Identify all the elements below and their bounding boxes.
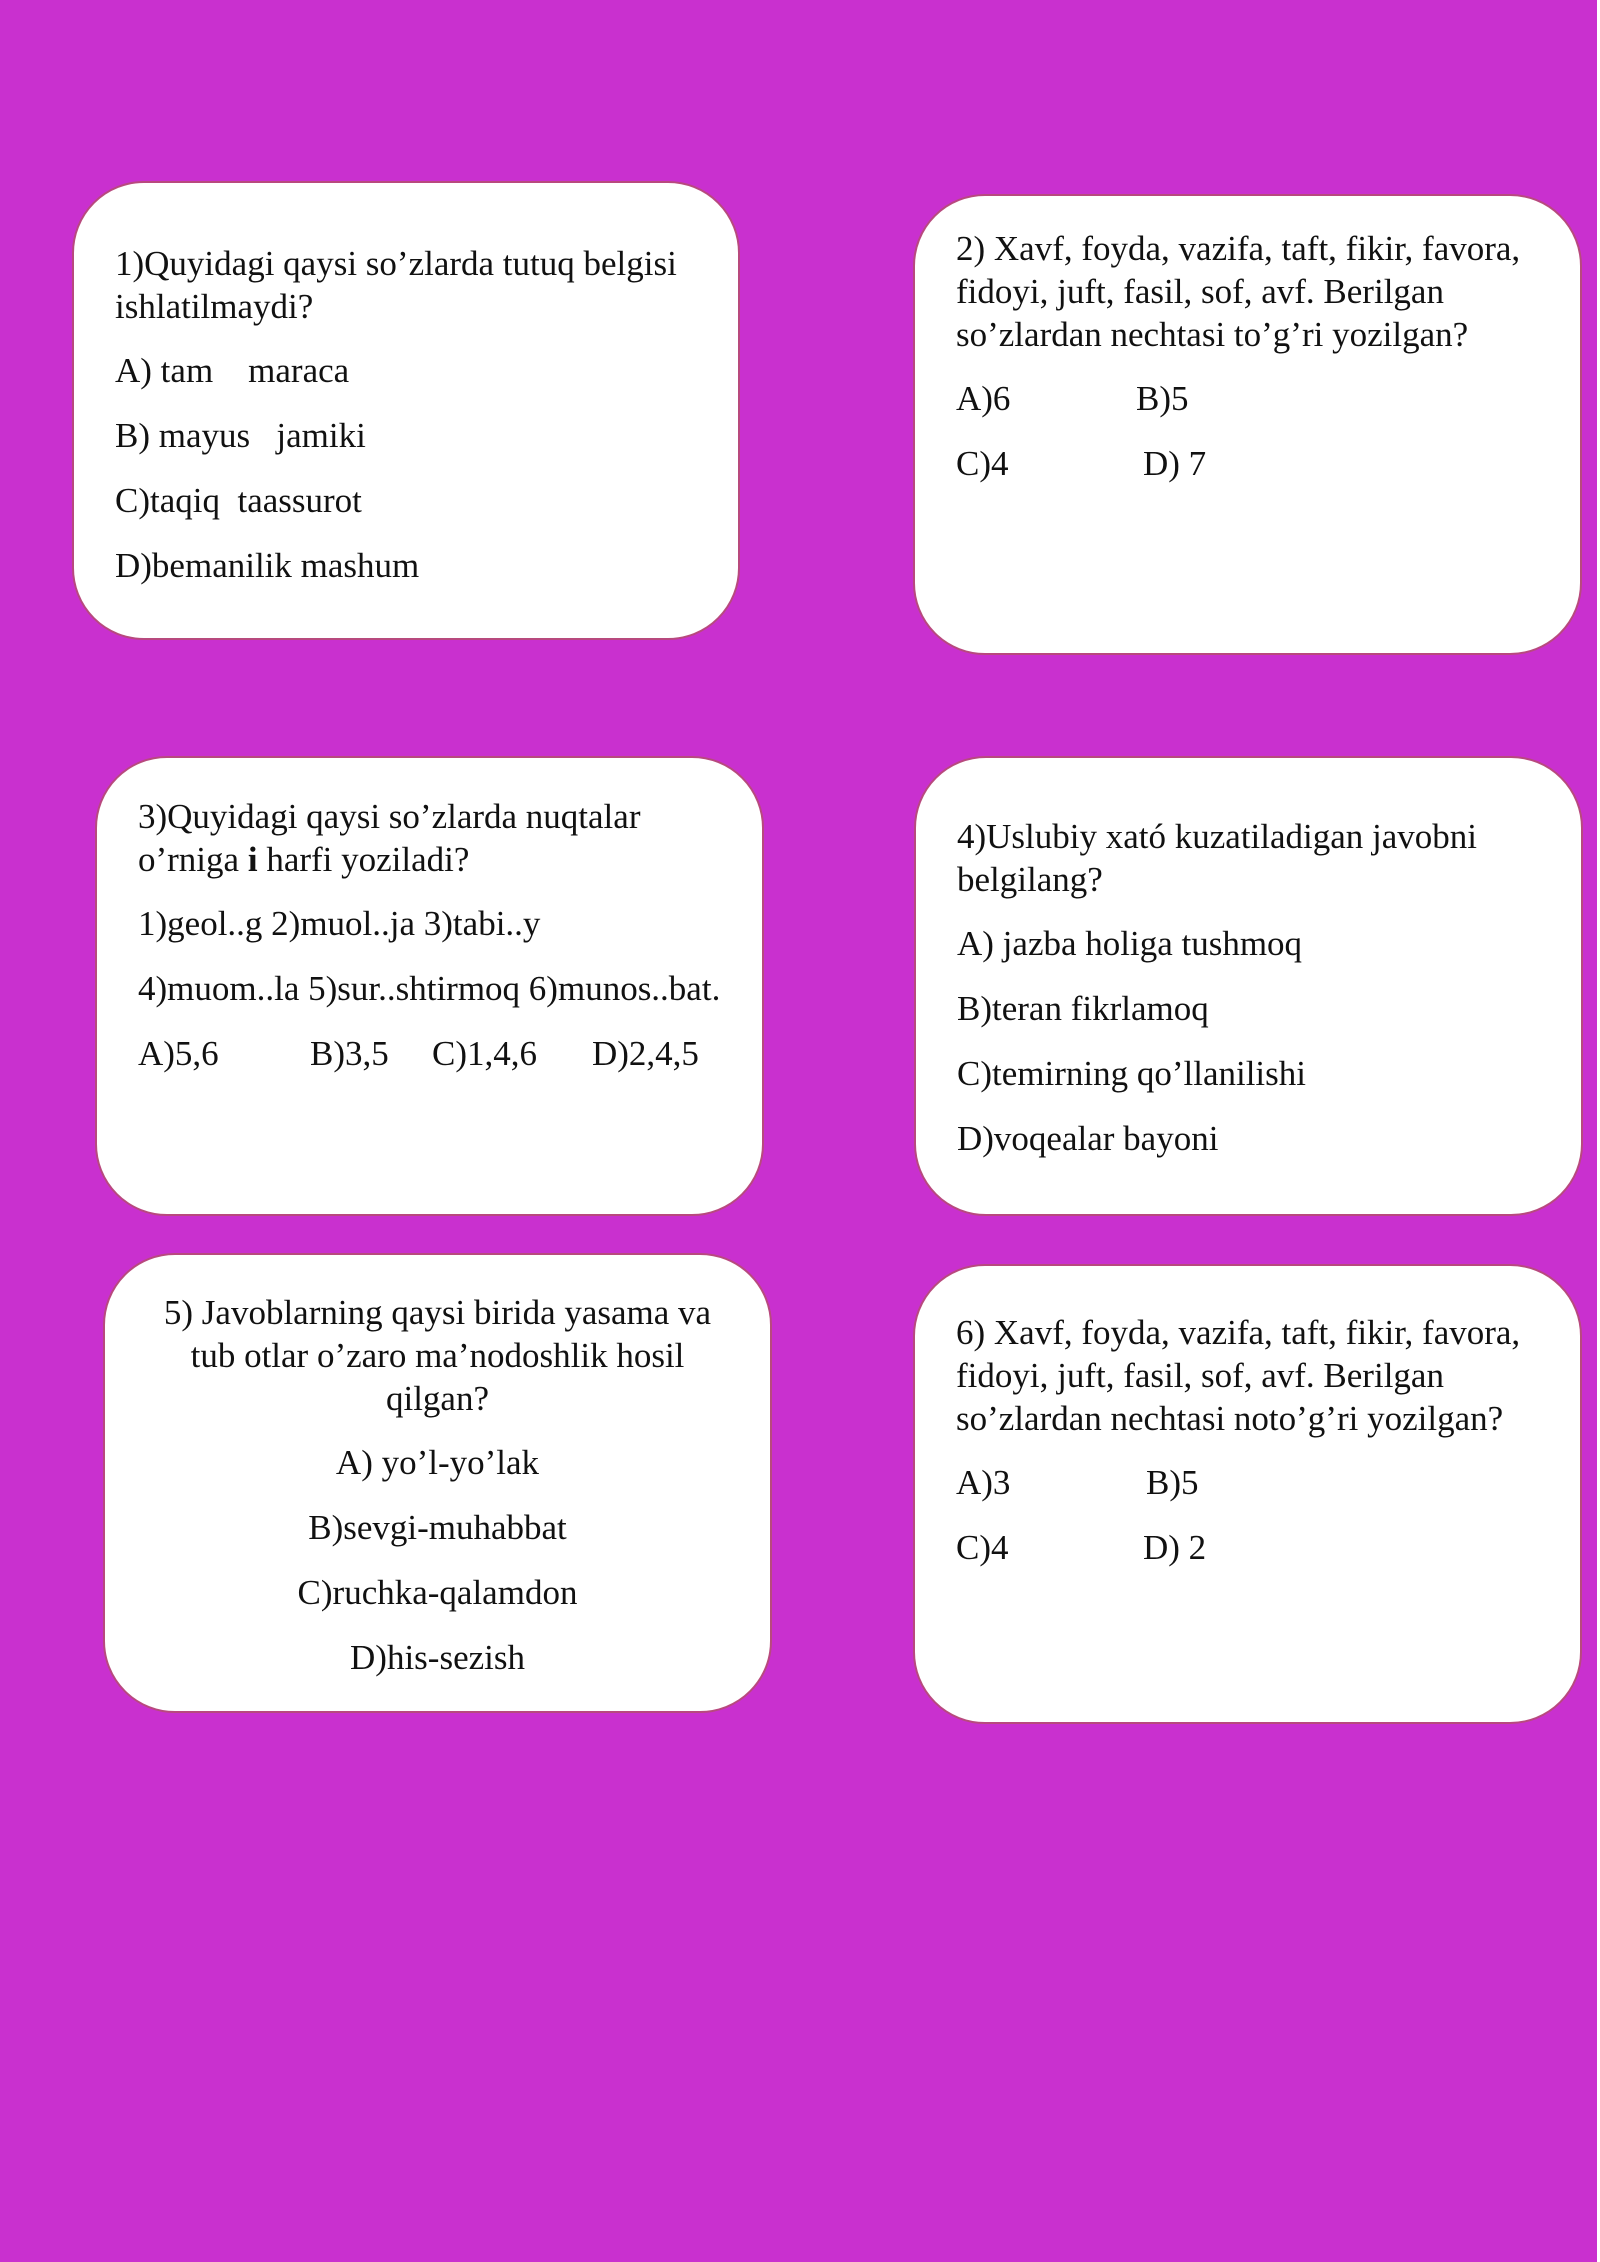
question-2-option-b: B)5 [1136, 379, 1189, 418]
question-3-line-2: 4)muom..la 5)sur..shtirmoq 6)munos..bat. [138, 969, 721, 1008]
question-6-option-c: C)4 [956, 1528, 1009, 1567]
question-4-option-b: B)teran fikrlamoq [957, 989, 1209, 1028]
question-card-5 [103, 1253, 772, 1713]
question-1-text: 1)Quyidagi qaysi so’zlarda tutuq belgisi ishlatilmaydi? [115, 244, 677, 326]
question-1-option-c: C)taqiq taassurot [115, 481, 362, 520]
question-2-options-row-1 [956, 377, 1540, 420]
question-6-option-b: B)5 [1146, 1463, 1199, 1502]
question-card-2 [913, 194, 1582, 655]
question-card-4 [914, 756, 1583, 1216]
question-4-text: 4)Uslubiy xató kuzatiladigan javobni belgilang? [957, 817, 1478, 899]
question-4-option-c: C)temirning qo’llanilishi [957, 1054, 1306, 1093]
question-3-options-row [138, 1032, 722, 1075]
question-card-6 [913, 1264, 1582, 1724]
question-5-option-b: B)sevgi-muhabbat [308, 1508, 567, 1547]
question-5-option-d: D)his-sezish [350, 1638, 525, 1677]
question-6-text: 6) Xavf, foyda, vazifa, taft, fikir, favora, fidoyi, juft, fasil, sof, avf. Berilgan so’zlardan nechtasi noto’g’ri yozilgan? [956, 1313, 1521, 1438]
question-3-text-after: harfi yoziladi? [257, 840, 470, 879]
question-4-option-d: D)voqealar bayoni [957, 1119, 1219, 1158]
question-1-option-a: A) tam maraca [115, 351, 350, 390]
question-2-option-a: A)6 [956, 379, 1011, 418]
question-3-option-c: C)1,4,6 [432, 1034, 537, 1073]
question-3-text-before: 3)Quyidagi qaysi so’zlarda nuqtalar o’rniga [138, 797, 641, 879]
question-6-options-row-2 [956, 1526, 1540, 1569]
question-5-option-a: A) yo’l-yo’lak [335, 1443, 540, 1482]
question-3-option-b: B)3,5 [310, 1034, 389, 1073]
question-2-options-row-2 [956, 442, 1540, 485]
question-3-line-1: 1)geol..g 2)muol..ja 3)tabi..y [138, 904, 541, 943]
question-5-option-c: C)ruchka-qalamdon [297, 1573, 578, 1612]
question-6-options-row-1 [956, 1461, 1540, 1504]
question-3-text-bold: i [247, 840, 258, 879]
question-4-option-a: A) jazba holiga tushmoq [957, 924, 1303, 963]
question-1-option-b: B) mayus jamiki [115, 416, 366, 455]
question-3-text [138, 795, 722, 881]
question-card-3 [95, 756, 764, 1216]
question-6-option-a: A)3 [956, 1463, 1011, 1502]
question-5-text: 5) Javoblarning qaysi birida yasama va tub otlar o’zaro ma’nodoshlik hosil qilgan? [163, 1293, 712, 1418]
question-2-option-c: C)4 [956, 444, 1009, 483]
question-2-text: 2) Xavf, foyda, vazifa, taft, fikir, favora, fidoyi, juft, fasil, sof, avf. Berilgan so’zlardan nechtasi to’g’ri yozilgan? [956, 229, 1521, 354]
question-6-option-d: D) 2 [1143, 1528, 1207, 1567]
question-card-1 [72, 181, 740, 640]
question-2-option-d: D) 7 [1143, 444, 1207, 483]
question-3-option-d: D)2,4,5 [592, 1034, 699, 1073]
question-3-option-a: A)5,6 [138, 1034, 219, 1073]
question-1-option-d: D)bemanilik mashum [115, 546, 420, 585]
